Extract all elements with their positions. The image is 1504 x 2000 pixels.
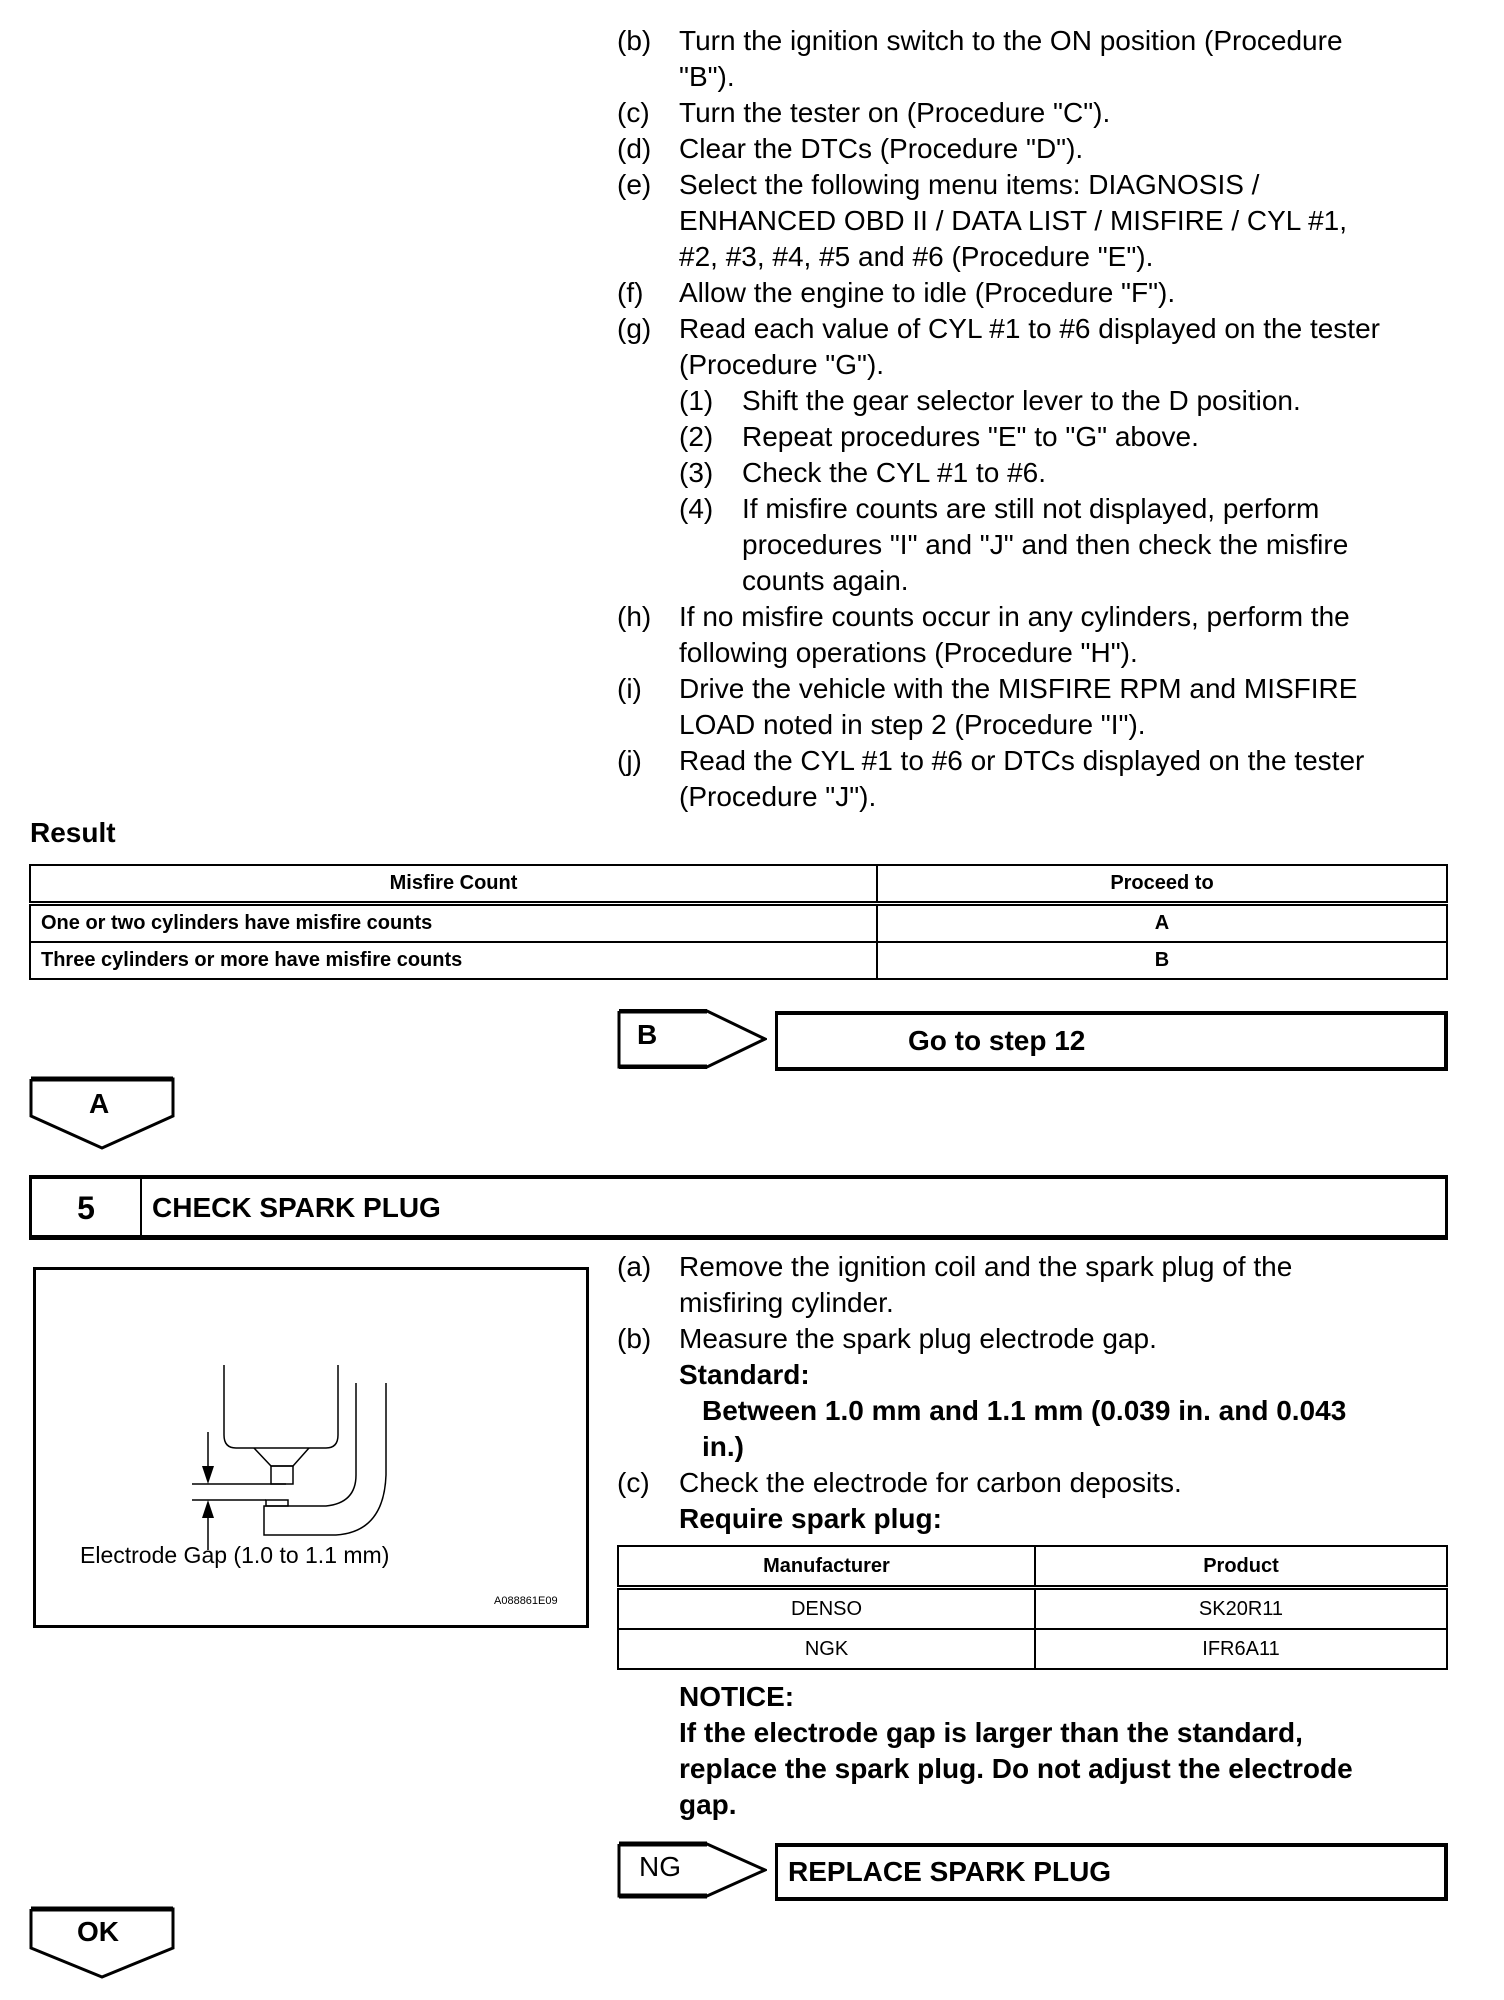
column-header: Proceed to bbox=[877, 865, 1447, 904]
branch-b-tag[interactable] bbox=[617, 1009, 767, 1069]
table-row bbox=[618, 1588, 1447, 1630]
step-label: (a) bbox=[617, 1251, 652, 1282]
step-title: CHECK SPARK PLUG bbox=[152, 1192, 441, 1223]
step-text: Remove the ignition coil and the spark plug of the bbox=[679, 1251, 1293, 1282]
branch-tag-label: A bbox=[89, 1088, 110, 1119]
table-cell: A bbox=[877, 904, 1447, 943]
step-label: (i) bbox=[617, 673, 642, 704]
spark-plug-figure bbox=[33, 1267, 589, 1628]
table-cell: DENSO bbox=[618, 1588, 1035, 1630]
step-text: Select the following menu items: DIAGNOSIS / bbox=[679, 169, 1260, 200]
table-cell: B bbox=[877, 942, 1447, 979]
step-text: Check the electrode for carbon deposits. bbox=[679, 1467, 1182, 1498]
notice-text: gap. bbox=[679, 1789, 737, 1820]
step-label: (h) bbox=[617, 601, 652, 632]
branch-action-label: Go to step 12 bbox=[908, 1025, 1086, 1056]
branch-ok-tag[interactable] bbox=[29, 1906, 177, 1980]
step-text: If no misfire counts occur in any cylinders, perform the bbox=[679, 601, 1350, 632]
figure-caption: Electrode Gap (1.0 to 1.1 mm) bbox=[80, 1542, 390, 1568]
column-header: Manufacturer bbox=[618, 1546, 1035, 1588]
step-text: Repeat procedures "E" to "G" above. bbox=[742, 421, 1199, 452]
step-label: (3) bbox=[679, 457, 714, 488]
replace-spark-plug-box[interactable] bbox=[775, 1843, 1448, 1901]
branch-action-label: REPLACE SPARK PLUG bbox=[788, 1856, 1112, 1887]
step-label: (j) bbox=[617, 745, 642, 776]
step-text: misfiring cylinder. bbox=[679, 1287, 894, 1318]
step-text: Read each value of CYL #1 to #6 displayed on the tester bbox=[679, 313, 1380, 344]
step-text: procedures "I" and "J" and then check the misfire bbox=[742, 529, 1349, 560]
step-text: LOAD noted in step 2 (Procedure "I"). bbox=[679, 709, 1146, 740]
step-header bbox=[29, 1175, 1448, 1240]
standard-value: Between 1.0 mm and 1.1 mm (0.039 in. and 0.043 bbox=[702, 1395, 1347, 1426]
step-text: Turn the ignition switch to the ON position (Procedure bbox=[679, 25, 1343, 56]
step-label: (1) bbox=[679, 385, 714, 416]
step-text: #2, #3, #4, #5 and #6 (Procedure "E"). bbox=[679, 241, 1154, 272]
step-text: Drive the vehicle with the MISFIRE RPM and MISFIRE bbox=[679, 673, 1358, 704]
step-text: Read the CYL #1 to #6 or DTCs displayed on the tester bbox=[679, 745, 1365, 776]
step-text: Allow the engine to idle (Procedure "F"). bbox=[679, 277, 1176, 308]
step-text: ENHANCED OBD II / DATA LIST / MISFIRE / CYL #1, bbox=[679, 205, 1348, 236]
branch-tag-label: OK bbox=[77, 1916, 119, 1947]
step-text: Shift the gear selector lever to the D position. bbox=[742, 385, 1301, 416]
require-label: Require spark plug: bbox=[679, 1503, 942, 1534]
gap-arrow-down-icon bbox=[202, 1466, 214, 1484]
column-header: Misfire Count bbox=[30, 865, 877, 904]
notice-text: replace the spark plug. Do not adjust the electrode bbox=[679, 1753, 1353, 1784]
table-cell: Three cylinders or more have misfire counts bbox=[30, 942, 877, 979]
step-label: (g) bbox=[617, 313, 652, 344]
notice-label: NOTICE: bbox=[679, 1681, 795, 1712]
step-text: "B"). bbox=[679, 61, 735, 92]
step-label: (c) bbox=[617, 1467, 650, 1498]
branch-tag-label: B bbox=[637, 1019, 658, 1050]
column-header: Product bbox=[1035, 1546, 1447, 1588]
standard-value: in.) bbox=[702, 1431, 744, 1462]
result-heading: Result bbox=[30, 817, 116, 848]
step-text: (Procedure "J"). bbox=[679, 781, 877, 812]
table-cell: IFR6A11 bbox=[1035, 1629, 1447, 1669]
result-table bbox=[29, 864, 1448, 980]
branch-ng-tag[interactable] bbox=[617, 1841, 767, 1899]
step-label: (d) bbox=[617, 133, 652, 164]
table-row bbox=[30, 904, 1447, 943]
step-label: (f) bbox=[617, 277, 644, 308]
gap-arrow-up-icon bbox=[202, 1500, 214, 1518]
spark-plug-electrode-diagram bbox=[36, 1270, 586, 1625]
step-text: counts again. bbox=[742, 565, 909, 596]
table-row bbox=[618, 1629, 1447, 1669]
step-text: If misfire counts are still not displayed, perform bbox=[742, 493, 1320, 524]
step-label: (c) bbox=[617, 97, 650, 128]
go-to-step-12-box[interactable] bbox=[775, 1011, 1448, 1071]
table-header-row bbox=[30, 865, 1447, 904]
branch-tag-label: NG bbox=[639, 1851, 681, 1882]
branch-a-tag[interactable] bbox=[29, 1076, 177, 1150]
step-text: following operations (Procedure "H"). bbox=[679, 637, 1138, 668]
step-text: Measure the spark plug electrode gap. bbox=[679, 1323, 1157, 1354]
step-label: (b) bbox=[617, 25, 652, 56]
table-row bbox=[30, 942, 1447, 979]
step-label: (b) bbox=[617, 1323, 652, 1354]
step-number: 5 bbox=[32, 1179, 142, 1235]
step-label: (4) bbox=[679, 493, 714, 524]
step-text: Check the CYL #1 to #6. bbox=[742, 457, 1047, 488]
table-header-row bbox=[618, 1546, 1447, 1588]
step-text: Clear the DTCs (Procedure "D"). bbox=[679, 133, 1084, 164]
notice-text: If the electrode gap is larger than the standard, bbox=[679, 1717, 1303, 1748]
figure-code: A088861E09 bbox=[494, 1595, 558, 1607]
step-label: (2) bbox=[679, 421, 714, 452]
spark-plug-table bbox=[617, 1545, 1448, 1670]
table-cell: One or two cylinders have misfire counts bbox=[30, 904, 877, 943]
standard-label: Standard: bbox=[679, 1359, 810, 1390]
step-text: Turn the tester on (Procedure "C"). bbox=[679, 97, 1111, 128]
table-cell: NGK bbox=[618, 1629, 1035, 1669]
step-label: (e) bbox=[617, 169, 652, 200]
table-cell: SK20R11 bbox=[1035, 1588, 1447, 1630]
step-text: (Procedure "G"). bbox=[679, 349, 885, 380]
